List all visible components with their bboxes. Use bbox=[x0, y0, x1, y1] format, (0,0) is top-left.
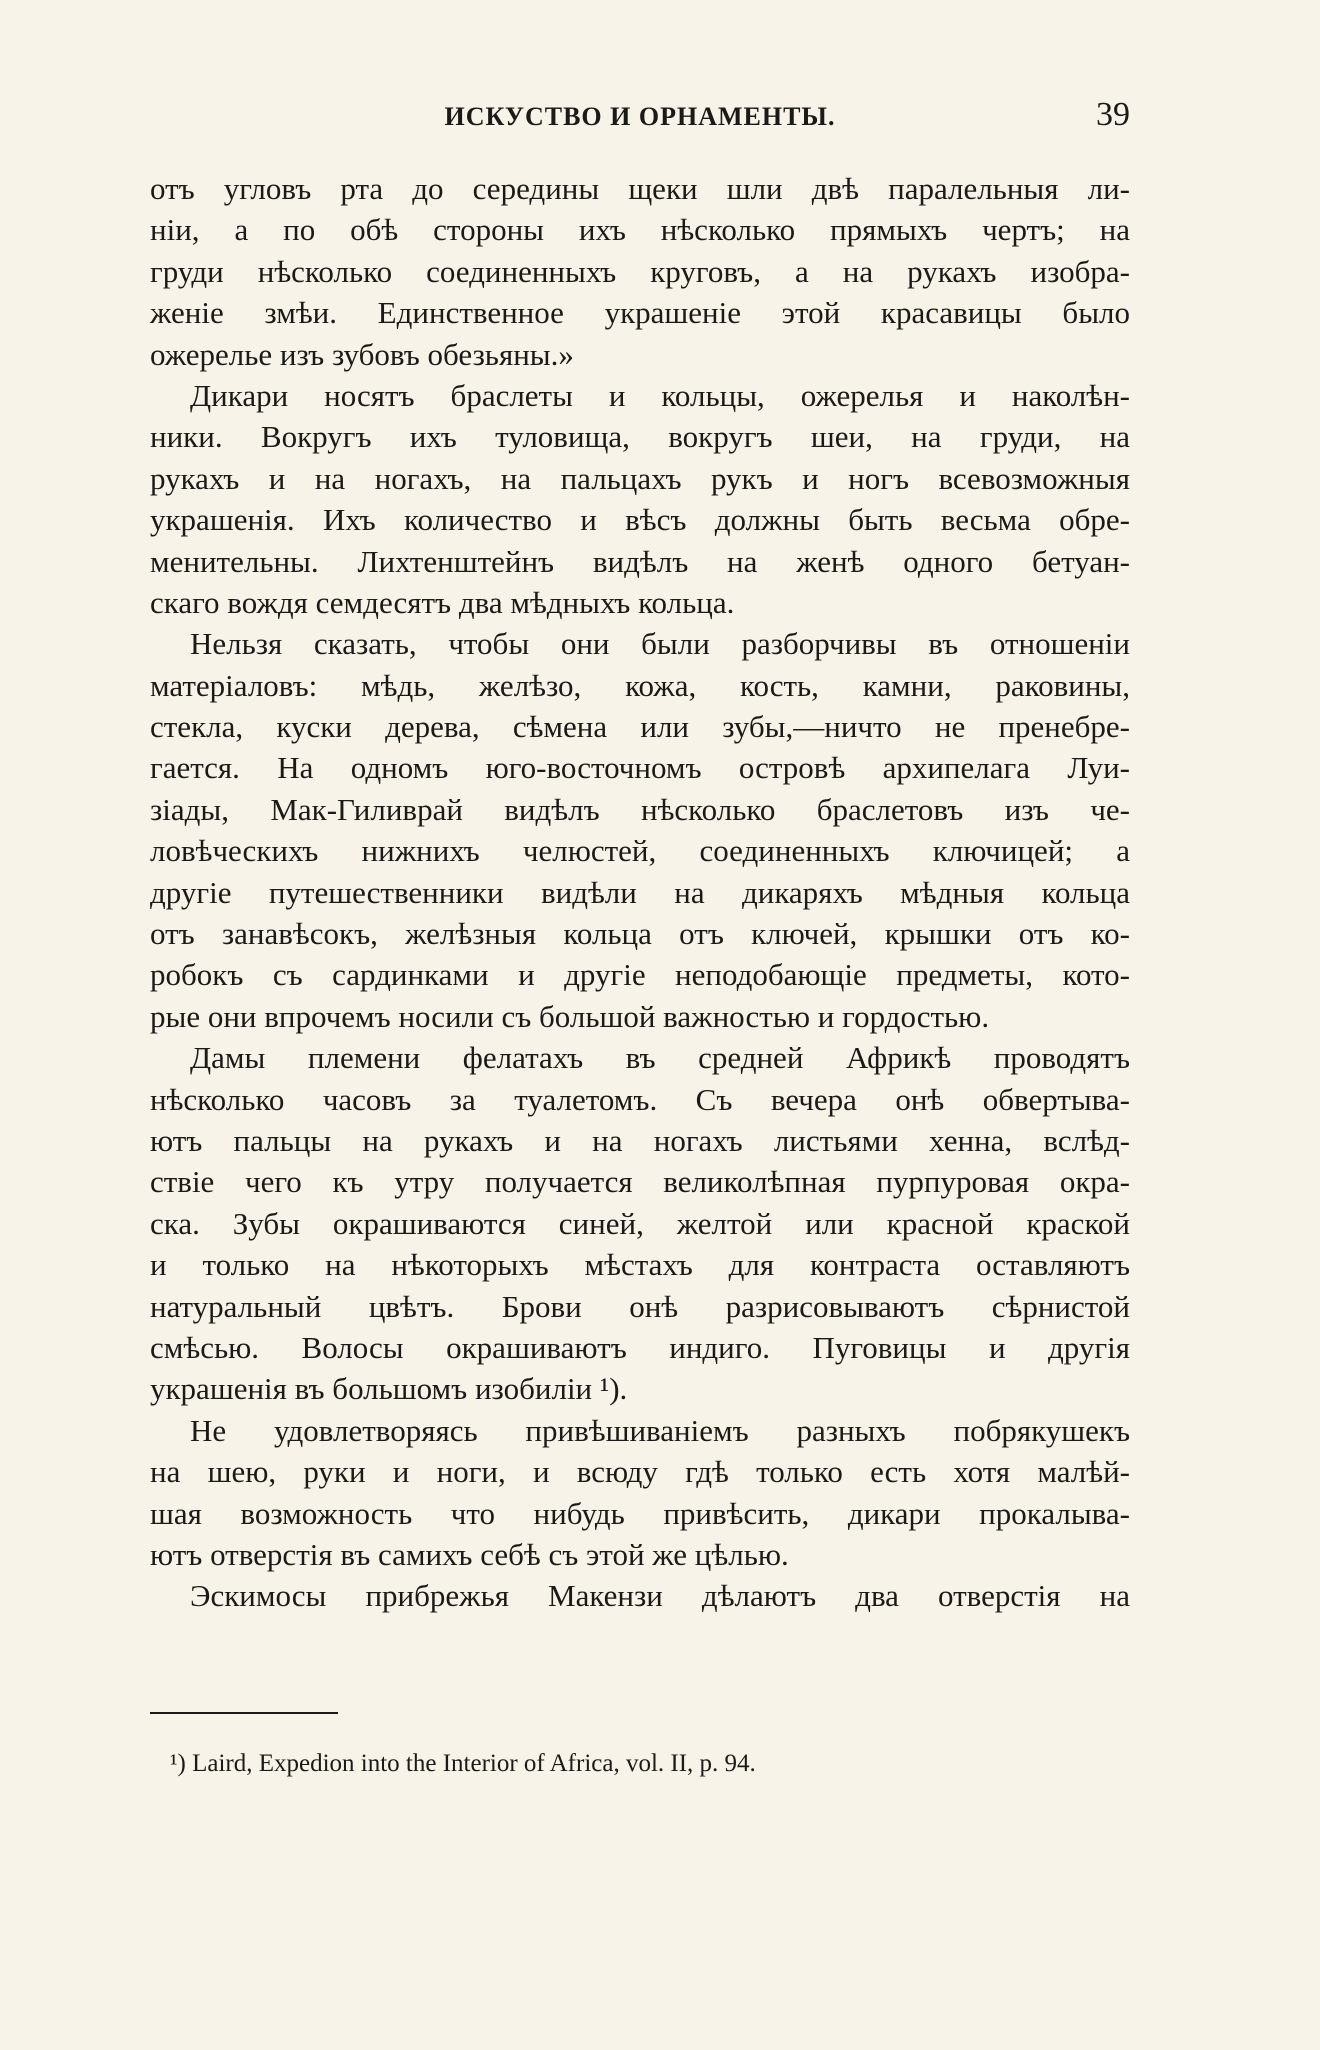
text-line: отъ угловъ рта до середины щеки шли двѣ паралельныя ли- bbox=[150, 171, 1130, 206]
paragraph-start-line: Эскимосы прибрежья Макензи дѣлаютъ два отверстія на bbox=[190, 1578, 1130, 1614]
text-line: груди нѣсколько соединенныхъ круговъ, а на рукахъ изобра- bbox=[150, 253, 1130, 289]
text-line: рые они впрочемъ носили съ большой важностью и гордостью. bbox=[150, 998, 990, 1034]
text-line: и только на нѣкоторыхъ мѣстахъ для контраста оставляютъ bbox=[150, 1247, 1130, 1283]
running-head bbox=[150, 96, 1130, 136]
text-line: ожерелье изъ зубовъ обезьяны.» bbox=[150, 336, 574, 372]
text-line: ники. Вокругъ ихъ туловища, вокругъ шеи, на груди, на bbox=[150, 419, 1130, 455]
text-line: гается. На одномъ юго-восточномъ островѣ архипелага Луи- bbox=[150, 750, 1130, 786]
text-line-footnote-ref: украшенія въ большомъ изобиліи ¹). bbox=[150, 1371, 628, 1407]
text-line: ютъ пальцы на рукахъ и на ногахъ листьями хенна, вслѣд- bbox=[150, 1122, 1130, 1158]
text-line: ствіе чего къ утру получается великолѣпная пурпуровая окра- bbox=[150, 1164, 1130, 1200]
text-line: нѣсколько часовъ за туалетомъ. Съ вечера онѣ обвертыва- bbox=[150, 1081, 1130, 1117]
text-line: ютъ отверстія въ самихъ себѣ съ этой же цѣлью. bbox=[150, 1536, 789, 1572]
text-line: скаго вождя семдесятъ два мѣдныхъ кольца. bbox=[150, 584, 735, 620]
paragraph-start-line: Не удовлетворяясь привѣшиваніемъ разныхъ побрякушекъ bbox=[190, 1412, 1130, 1448]
running-title: ИСКУСТВО И ОРНАМЕНТЫ. bbox=[444, 102, 836, 131]
text-line: менительны. Лихтенштейнъ видѣлъ на женѣ одного бетуан- bbox=[150, 543, 1130, 579]
text-line: женіе змѣи. Единственное украшеніе этой красавицы было bbox=[150, 295, 1130, 331]
text-line: на шею, руки и ноги, и всюду гдѣ только есть хотя малѣй- bbox=[150, 1454, 1130, 1490]
text-line: ска. Зубы окрашиваются синей, желтой или красной краской bbox=[150, 1205, 1130, 1241]
text-line: натуральный цвѣтъ. Брови онѣ разрисовываютъ сѣрнистой bbox=[150, 1288, 1130, 1324]
text-line: зіады, Мак-Гиливрай видѣлъ нѣсколько браслетовъ изъ че- bbox=[150, 791, 1130, 827]
text-line: рукахъ и на ногахъ, на пальцахъ рукъ и ногъ всевозможныя bbox=[150, 460, 1130, 496]
text-line: матеріаловъ: мѣдь, желѣзо, кожа, кость, камни, раковины, bbox=[150, 667, 1130, 703]
text-line: отъ занавѣсокъ, желѣзныя кольца отъ ключей, крышки отъ ко- bbox=[150, 916, 1130, 952]
text-line: ніи, а по обѣ стороны ихъ нѣсколько прямыхъ чертъ; на bbox=[150, 212, 1130, 248]
page-number: 39 bbox=[1096, 96, 1130, 133]
paragraph-start-line: Нельзя сказать, чтобы они были разборчивы въ отношеніи bbox=[190, 626, 1130, 662]
text-line: смѣсью. Волосы окрашиваютъ индиго. Пуговицы и другія bbox=[150, 1329, 1130, 1365]
body-text bbox=[150, 168, 1130, 1617]
text-line: украшенія. Ихъ количество и вѣсъ должны быть весьма обре- bbox=[150, 502, 1130, 538]
paragraph-start-line: Дамы племени фелатахъ въ средней Африкѣ проводятъ bbox=[190, 1040, 1130, 1076]
text-line: шая возможность что нибудь привѣсить, дикари прокалыва- bbox=[150, 1495, 1130, 1531]
text-line: другіе путешественники видѣли на дикаряхъ мѣдныя кольца bbox=[150, 874, 1130, 910]
footnote: ¹) Laird, Expedion into the Interior of Africa, vol. II, p. 94. bbox=[170, 1750, 756, 1777]
footnote-divider bbox=[150, 1712, 338, 1714]
text-line: ловѣческихъ нижнихъ челюстей, соединенныхъ ключицей; а bbox=[150, 833, 1130, 869]
text-line: стекла, куски дерева, сѣмена или зубы,—ничто не пренебре- bbox=[150, 709, 1130, 745]
paragraph-start-line: Дикари носятъ браслеты и кольцы, ожерелья и наколѣн- bbox=[190, 377, 1130, 413]
text-line: робокъ съ сардинками и другіе неподобающіе предметы, кото- bbox=[150, 957, 1130, 993]
